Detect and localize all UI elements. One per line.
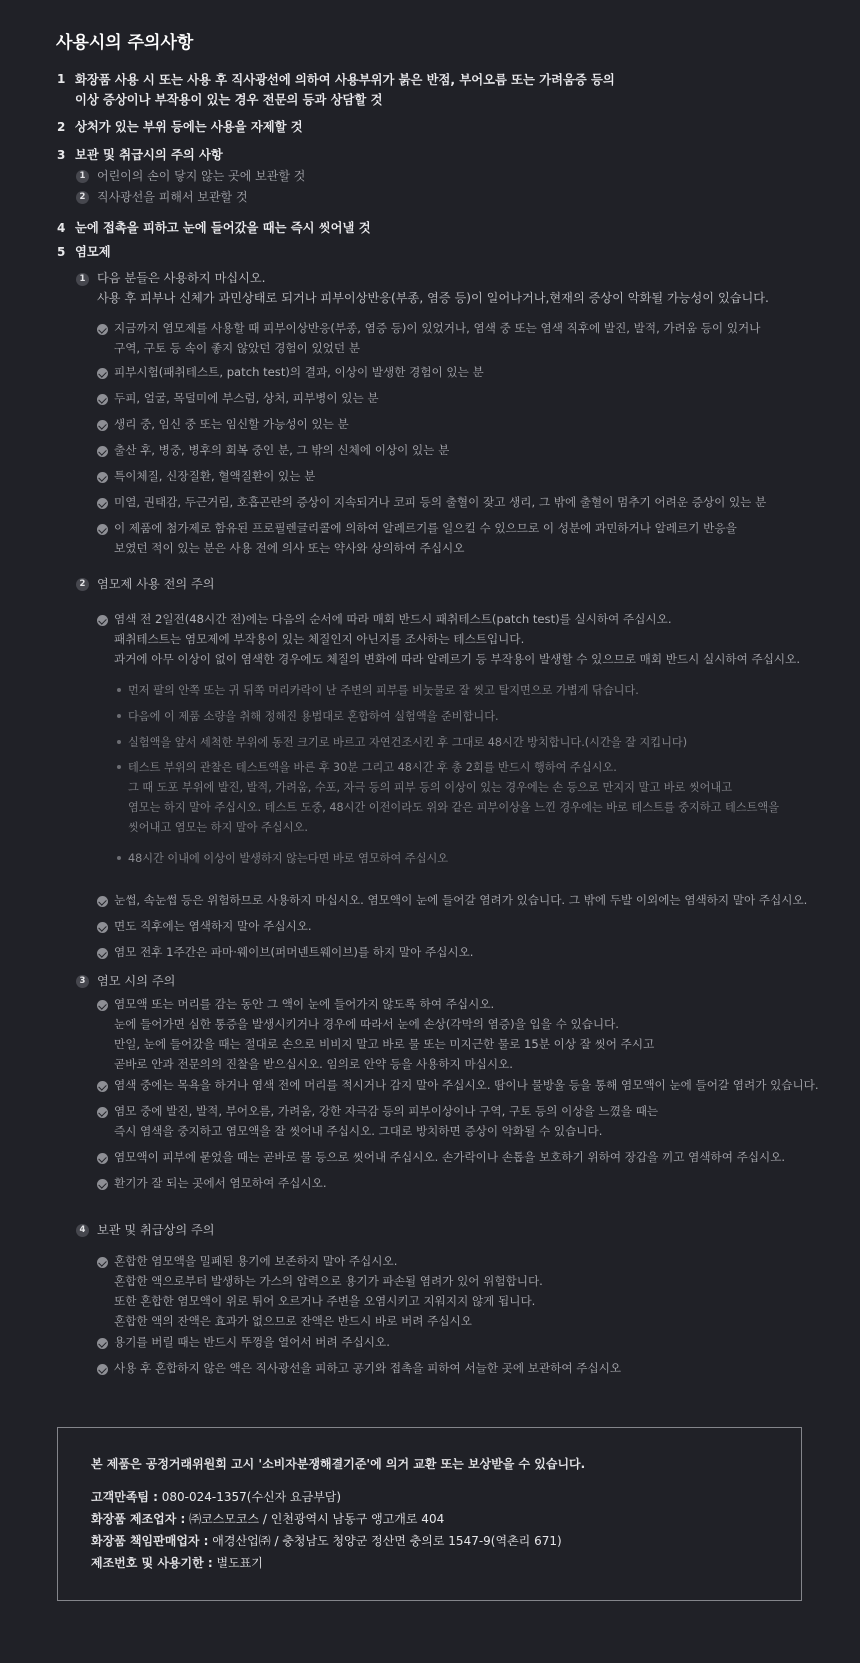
bullet-item-text: 먼저 팔의 안쪽 또는 귀 뒤쪽 머리카락이 난 주변의 피부를 비눗물로 잘 씻고 탈지면으로 가볍게 닦습니다. bbox=[128, 684, 639, 697]
check-item-text: 생리 중, 임신 중 또는 임신할 가능성이 있는 분 bbox=[114, 417, 349, 431]
check-item-text: 패취테스트는 염모제에 부작용이 있는 체질인지 아닌지를 조사하는 테스트입니다. bbox=[114, 632, 525, 646]
check-circle-icon bbox=[97, 1153, 108, 1164]
bullet-dot bbox=[117, 740, 121, 744]
check-item-text: 염모액이 피부에 묻었을 때는 곧바로 물 등으로 씻어내 주십시오. 손가락이나 손톱을 보호하기 위하여 장갑을 끼고 염색하여 주십시오. bbox=[114, 1150, 786, 1164]
notice-row bbox=[91, 1487, 341, 1507]
check-item-text: 미열, 권태감, 두근거림, 호흡곤란의 증상이 지속되거나 코피 등의 출혈이 잦고 생리, 그 밖에 출혈이 멈추기 어려운 증상이 있는 분 bbox=[114, 495, 767, 509]
bullet-dot bbox=[117, 856, 121, 860]
sub-number-badge: 1 bbox=[76, 273, 89, 286]
notice-value: 080-024-1357(수신자 요금부담) bbox=[157, 1490, 342, 1504]
consumer-notice-box bbox=[57, 1427, 802, 1601]
sub-number-badge: 2 bbox=[76, 191, 89, 204]
notice-value: 별도표기 bbox=[212, 1556, 263, 1570]
item-number: 5 bbox=[57, 245, 66, 259]
bullet-dot bbox=[117, 714, 121, 718]
bullet-item-text: 염모는 하지 말아 주십시오. 테스트 도중, 48시간 이전이라도 위와 같은 피부이상을 느낀 경우에는 바로 테스트를 중지하고 테스트액을 bbox=[128, 801, 780, 814]
check-circle-icon bbox=[97, 1179, 108, 1190]
sub-number-badge: 4 bbox=[76, 1224, 89, 1237]
sub-number-badge: 2 bbox=[76, 578, 89, 591]
check-item-text: 면도 직후에는 염색하지 말아 주십시오. bbox=[114, 919, 312, 933]
section-title: 염모 시의 주의 bbox=[97, 974, 176, 988]
check-circle-icon bbox=[97, 1338, 108, 1349]
item-text: 이상 증상이나 부작용이 있는 경우 전문의 등과 상담할 것 bbox=[75, 93, 383, 107]
notice-label: 화장품 제조업자 : bbox=[91, 1512, 186, 1526]
check-circle-icon bbox=[97, 420, 108, 431]
check-circle-icon bbox=[97, 1257, 108, 1268]
check-circle-icon bbox=[97, 324, 108, 335]
page-title: 사용시의 주의사항 bbox=[56, 33, 194, 53]
bullet-item-text: 그 때 도포 부위에 발진, 발적, 가려움, 수포, 자극 등의 피부 등의 이상이 있는 경우에는 손 등으로 만지지 말고 바로 씻어내고 bbox=[128, 781, 733, 794]
check-circle-icon bbox=[97, 1000, 108, 1011]
check-item-text: 만일, 눈에 들어갔을 때는 절대로 손으로 비비지 말고 바로 물 또는 미지근한 물로 15분 이상 잘 씻어 주시고 bbox=[114, 1037, 655, 1051]
check-item-text: 피부시험(패취테스트, patch test)의 결과, 이상이 발생한 경험이 있는 분 bbox=[114, 365, 484, 379]
sub-number-badge: 1 bbox=[76, 170, 89, 183]
notice-label: 화장품 책임판매업자 : bbox=[91, 1534, 209, 1548]
item-number: 1 bbox=[57, 72, 66, 86]
sub-item-text: 어린이의 손이 닿지 않는 곳에 보관할 것 bbox=[97, 169, 306, 183]
notice-label: 제조번호 및 사용기한 : bbox=[91, 1556, 213, 1570]
check-item-text: 눈썹, 속눈썹 등은 위험하므로 사용하지 마십시오. 염모액이 눈에 들어갈 염려가 있습니다. 그 밖에 두발 이외에는 염색하지 말아 주십시오. bbox=[114, 893, 808, 907]
check-circle-icon bbox=[97, 896, 108, 907]
check-item-text: 용기를 버릴 때는 반드시 뚜껑을 열어서 버려 주십시오. bbox=[114, 1335, 390, 1349]
item-text: 상처가 있는 부위 등에는 사용을 자제할 것 bbox=[75, 120, 303, 134]
item-text: 화장품 사용 시 또는 사용 후 직사광선에 의하여 사용부위가 붉은 반점, 부어오름 또는 가려움증 등의 bbox=[75, 73, 615, 87]
sub-item-text: 사용 후 피부나 신체가 과민상태로 되거나 피부이상반응(부종, 염증 등)이 일어나거나,현재의 증상이 악화될 가능성이 있습니다. bbox=[97, 291, 769, 305]
check-item-text: 염모 중에 발진, 발적, 부어오름, 가려움, 강한 자극감 등의 피부이상이나 구역, 구토 등의 이상을 느꼈을 때는 bbox=[114, 1104, 659, 1118]
check-item-text: 혼합한 액으로부터 발생하는 가스의 압력으로 용기가 파손될 염려가 있어 위험합니다. bbox=[114, 1274, 543, 1288]
sub-number-badge: 3 bbox=[76, 975, 89, 988]
sub-item-text: 다음 분들은 사용하지 마십시오. bbox=[97, 271, 266, 285]
sub-item-text: 직사광선을 피해서 보관할 것 bbox=[97, 190, 248, 204]
check-item-text: 두피, 얼굴, 목덜미에 부스럼, 상처, 피부병이 있는 분 bbox=[114, 391, 379, 405]
item-text: 눈에 접촉을 피하고 눈에 들어갔을 때는 즉시 씻어낼 것 bbox=[75, 221, 371, 235]
check-circle-icon bbox=[97, 922, 108, 933]
notice-headline: 본 제품은 공정거래위원회 고시 '소비자분쟁해결기준'에 의거 교환 또는 보상받을 수 있습니다. bbox=[91, 1457, 586, 1471]
check-item-text: 혼합한 염모액을 밀폐된 용기에 보존하지 말아 주십시오. bbox=[114, 1254, 398, 1268]
item-text: 염모제 bbox=[75, 245, 111, 259]
item-number: 3 bbox=[57, 148, 66, 162]
check-item-text: 혼합한 액의 잔액은 효과가 없으므로 잔액은 반드시 바로 버려 주십시오 bbox=[114, 1314, 472, 1328]
check-item-text: 염색 중에는 목욕을 하거나 염색 전에 머리를 적시거나 감지 말아 주십시오. 땀이나 물방울 등을 통해 염모액이 눈에 들어갈 염려가 있습니다. bbox=[114, 1078, 819, 1092]
section-title: 염모제 사용 전의 주의 bbox=[97, 577, 215, 591]
check-item-text: 눈에 들어가면 심한 통증을 발생시키거나 경우에 따라서 눈에 손상(각막의 염증)을 입을 수 있습니다. bbox=[114, 1017, 619, 1031]
bullet-item-text: 48시간 이내에 이상이 발생하지 않는다면 바로 염모하여 주십시오 bbox=[128, 852, 449, 865]
check-item-text: 염모 전후 1주간은 파마·웨이브(퍼머넨트웨이브)를 하지 말아 주십시오. bbox=[114, 945, 474, 959]
item-text: 보관 및 취급시의 주의 사항 bbox=[75, 148, 223, 162]
check-circle-icon bbox=[97, 498, 108, 509]
notice-label: 고객만족팀 : bbox=[91, 1490, 158, 1504]
notice-value: ㈜코스모코스 / 인천광역시 남동구 앵고개로 404 bbox=[185, 1512, 445, 1526]
check-item-text: 사용 후 혼합하지 않은 액은 직사광선을 피하고 공기와 접촉을 피하여 서늘한 곳에 보관하여 주십시오 bbox=[114, 1361, 622, 1375]
notice-row bbox=[91, 1553, 263, 1573]
notice-value: 애경산업㈜ / 충청남도 청양군 정산면 충의로 1547-9(역촌리 671) bbox=[208, 1534, 562, 1548]
check-circle-icon bbox=[97, 394, 108, 405]
check-circle-icon bbox=[97, 472, 108, 483]
check-circle-icon bbox=[97, 615, 108, 626]
bullet-item-text: 테스트 부위의 관찰은 테스트액을 바른 후 30분 그리고 48시간 후 총 2회를 반드시 행하여 주십시오. bbox=[128, 761, 617, 774]
check-circle-icon bbox=[97, 524, 108, 535]
bullet-item-text: 실험액을 앞서 세척한 부위에 동전 크기로 바르고 자연건조시킨 후 그대로 48시간 방치합니다.(시간을 잘 지킵니다) bbox=[128, 736, 688, 749]
check-item-text: 즉시 염색을 중지하고 염모액을 잘 씻어내 주십시오. 그대로 방치하면 증상이 악화될 수 있습니다. bbox=[114, 1124, 603, 1138]
check-item-text: 구역, 구토 등 속이 좋지 않았던 경험이 있었던 분 bbox=[114, 341, 360, 355]
check-item-text: 염색 전 2일전(48시간 전)에는 다음의 순서에 따라 매회 반드시 패취테스트(patch test)를 실시하여 주십시오. bbox=[114, 612, 672, 626]
section-title: 보관 및 취급상의 주의 bbox=[97, 1223, 215, 1237]
check-item-text: 곧바로 안과 전문의의 진찰을 받으십시오. 임의로 안약 등을 사용하지 마십시오. bbox=[114, 1057, 513, 1071]
bullet-dot bbox=[117, 688, 121, 692]
check-item-text: 특이체질, 신장질환, 혈액질환이 있는 분 bbox=[114, 469, 316, 483]
check-item-text: 염모액 또는 머리를 감는 동안 그 액이 눈에 들어가지 않도록 하여 주십시오. bbox=[114, 997, 495, 1011]
notice-row bbox=[91, 1531, 562, 1551]
check-item-text: 과거에 아무 이상이 없이 염색한 경우에도 체질의 변화에 따라 알레르기 등 부작용이 발생할 수 있으므로 매회 반드시 실시하여 주십시오. bbox=[114, 652, 801, 666]
item-number: 2 bbox=[57, 120, 66, 134]
check-circle-icon bbox=[97, 368, 108, 379]
check-circle-icon bbox=[97, 1107, 108, 1118]
check-item-text: 지금까지 염모제를 사용할 때 피부이상반응(부종, 염증 등)이 있었거나, 염색 중 또는 염색 직후에 발진, 발적, 가려움 등이 있거나 bbox=[114, 321, 761, 335]
check-item-text: 출산 후, 병중, 병후의 회복 중인 분, 그 밖의 신체에 이상이 있는 분 bbox=[114, 443, 450, 457]
check-item-text: 환기가 잘 되는 곳에서 염모하여 주십시오. bbox=[114, 1176, 327, 1190]
bullet-dot bbox=[117, 765, 121, 769]
check-item-text: 이 제품에 첨가제로 함유된 프로필렌글리콜에 의하여 알레르기를 일으킬 수 있으므로 이 성분에 과민하거나 알레르기 반응을 bbox=[114, 521, 737, 535]
notice-row bbox=[91, 1509, 444, 1529]
item-number: 4 bbox=[57, 221, 66, 235]
bullet-item-text: 씻어내고 염모는 하지 말아 주십시오. bbox=[128, 821, 308, 834]
check-item-text: 보였던 적이 있는 분은 사용 전에 의사 또는 약사와 상의하여 주십시오 bbox=[114, 541, 465, 555]
bullet-item-text: 다음에 이 제품 소량을 취해 정해진 용법대로 혼합하여 실험액을 준비합니다. bbox=[128, 710, 499, 723]
check-circle-icon bbox=[97, 446, 108, 457]
check-circle-icon bbox=[97, 948, 108, 959]
check-circle-icon bbox=[97, 1364, 108, 1375]
check-item-text: 또한 혼합한 염모액이 위로 튀어 오르거나 주변을 오염시키고 지워지지 않게 됩니다. bbox=[114, 1294, 536, 1308]
check-circle-icon bbox=[97, 1081, 108, 1092]
